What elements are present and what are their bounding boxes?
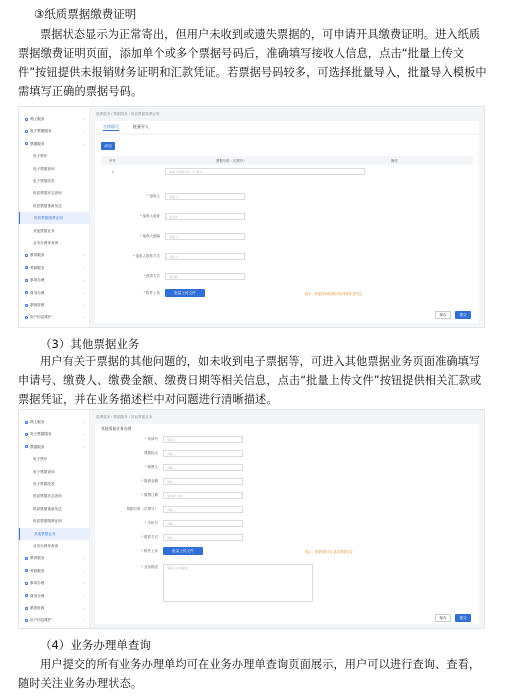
breadcrumb: 缴费服务 / 票据服务 / 其他票据业务 [96, 415, 153, 419]
chevron-down-icon: ⌄ [82, 606, 85, 610]
row-index: 1 [112, 170, 114, 174]
field-label: * 缴费人 [145, 465, 158, 469]
sidebar-item-label: 电子票据服务 [30, 129, 52, 134]
sidebar-item[interactable] [19, 552, 90, 564]
sidebar-item-label: 电子票补 [33, 154, 48, 159]
field-label: 票据抬头 [144, 451, 158, 455]
sidebar-item-label: 网上服务 [30, 420, 45, 424]
field-input[interactable]: 请输入 [163, 464, 243, 471]
sidebar-item[interactable] [19, 237, 90, 249]
section-heading-other-business: （3）其他票据业务 [40, 337, 140, 351]
sidebar-item-label: 系统资源 [30, 606, 45, 610]
menu-icon [25, 254, 28, 257]
ticket-number-input[interactable]: 请输入票据号码（长票号） [165, 168, 365, 175]
sidebar-item[interactable] [19, 466, 90, 478]
field-input[interactable]: 请选择 [165, 213, 245, 220]
menu-icon [25, 291, 28, 294]
sidebar-item[interactable] [19, 113, 90, 125]
main-area [90, 410, 484, 628]
batch-upload-button[interactable]: 批量上传文件 [163, 547, 203, 555]
sidebar-item[interactable] [19, 503, 90, 515]
sidebar-menu [19, 410, 90, 628]
sidebar-item-label: 业务办理单查询 [33, 241, 59, 245]
sidebar-item-label: 系统资源 [30, 303, 45, 307]
submit-button[interactable]: 提交 [455, 311, 471, 319]
field-input[interactable]: 请选择日期 [163, 492, 243, 499]
form-panel [95, 135, 479, 323]
col-index: 序号 [109, 159, 116, 163]
sidebar-item[interactable] [19, 590, 90, 602]
menu-icon [25, 557, 28, 560]
description-textarea[interactable]: 请输入业务描述 [163, 564, 313, 602]
field-label: * 手机号 [145, 521, 158, 525]
upload-note: 提示：需提供未报销财务证明和汇款凭证 [305, 292, 363, 296]
screenshot-other-business [18, 409, 485, 629]
upload-note: 提示：需提供相关汇款或票据凭证 [305, 550, 353, 554]
field-label: 票据号码（长票号） [126, 507, 158, 511]
sidebar-item-label: 事项办理 [30, 278, 45, 283]
field-input[interactable]: 请输入 [165, 253, 245, 260]
save-button[interactable]: 保存 [435, 311, 451, 319]
sidebar-item-label: 电子票据改签 [33, 482, 55, 486]
submit-button[interactable]: 提交 [455, 614, 471, 622]
sidebar-item[interactable] [19, 528, 90, 540]
sidebar-item-label: 电子票据查询 [33, 166, 55, 171]
field-input[interactable]: 请输入 [165, 193, 245, 200]
main-area [90, 107, 484, 327]
sidebar-item[interactable] [19, 125, 90, 137]
sidebar-item[interactable] [19, 212, 90, 224]
sidebar-item-label: 财务办理 [30, 593, 45, 598]
sidebar-item-label: 考研服务 [30, 265, 45, 270]
col-ticket-no: 票据号码（长票号） [216, 159, 247, 163]
sidebar-item[interactable] [19, 428, 90, 440]
sidebar-item[interactable] [19, 311, 90, 323]
sidebar-item[interactable] [19, 138, 90, 150]
chevron-down-icon: ⌄ [82, 315, 85, 320]
sidebar-item[interactable] [19, 416, 90, 428]
menu-icon [25, 569, 28, 572]
chevron-down-icon: ⌄ [82, 618, 85, 623]
sidebar-item-label: 用户信息维护 [30, 315, 52, 320]
field-label: * 接收人联系方式 [133, 254, 160, 258]
sidebar-item-label: 票据服务 [30, 444, 45, 449]
chevron-down-icon: ⌄ [82, 253, 85, 258]
section-heading-order-query: （4）业务办理单查询 [40, 638, 151, 652]
field-input[interactable]: 请输入 [163, 436, 243, 443]
chevron-down-icon: ⌄ [82, 420, 85, 424]
menu-icon [25, 304, 28, 307]
menu-icon [25, 594, 28, 597]
sidebar-item-label: 事项办理 [30, 581, 45, 586]
chevron-down-icon: ⌄ [82, 593, 85, 598]
sidebar-item[interactable] [19, 490, 90, 502]
chevron-down-icon: ⌄ [82, 278, 85, 283]
sidebar-item[interactable] [19, 163, 90, 175]
table-header [101, 156, 473, 165]
sidebar-item[interactable] [19, 565, 90, 577]
sidebar-item-label: 财务办理 [30, 290, 45, 295]
sidebar-item-label: 纸质票据状态查询 [33, 191, 62, 196]
chevron-down-icon: ⌄ [82, 568, 85, 573]
chevron-down-icon: ⌄ [82, 265, 85, 270]
chevron-down-icon: ⌄ [82, 141, 85, 146]
sidebar-item-label: 电子票据查询 [33, 469, 55, 474]
screenshot-paper-proof [18, 106, 485, 328]
field-input[interactable]: 请输入 [163, 478, 243, 485]
sidebar-item[interactable] [19, 287, 90, 299]
field-label: * 缴费日期 [141, 493, 158, 497]
chevron-down-icon: ⌄ [82, 556, 85, 561]
field-input[interactable]: 请选择 [165, 273, 245, 280]
chevron-down-icon: ⌄ [82, 117, 85, 121]
field-input[interactable]: 请输入 [163, 520, 243, 527]
sidebar-item-label: 电子票据服务 [30, 432, 52, 437]
sidebar-item[interactable] [19, 453, 90, 465]
sidebar-item[interactable] [19, 540, 90, 552]
field-input[interactable]: 请输入 [163, 450, 243, 457]
sidebar-item[interactable] [19, 225, 90, 237]
sidebar-item[interactable] [19, 602, 90, 614]
sidebar-item-label: 教育服务 [30, 253, 45, 258]
menu-icon [25, 582, 28, 585]
sidebar-item-label: 电子票据改签 [33, 179, 55, 183]
sidebar-item-label: 业务办理单查询 [33, 544, 59, 548]
field-label: * 接收人邮编 [140, 234, 160, 238]
save-button[interactable]: 保存 [435, 614, 451, 622]
sidebar-item-label: 票据服务 [30, 141, 45, 146]
upload-label: * 附件上传 [143, 291, 160, 295]
sidebar-item-label: 用户信息维护 [30, 618, 52, 623]
sidebar-item[interactable] [19, 577, 90, 589]
menu-icon [25, 118, 28, 121]
sidebar-item[interactable] [19, 200, 90, 212]
sidebar-item[interactable] [19, 175, 90, 187]
sidebar-item-label: 纸质票据重新发送 [33, 506, 62, 511]
chevron-down-icon: ⌄ [82, 303, 85, 307]
field-label: * 接收人地址 [140, 214, 160, 218]
section-paragraph-paper-proof: 票据状态显示为正常寄出，但用户未收到或遗失票据的，可申请开具缴费证明。进入纸质票据缴费证明页面，添加单个或多个票据号码后，准确填写接收人信息，点击“批量上传文件”按钮提供未报销财务证明和汇款凭证。若票据号码较多，可选择批量导入，批量导入模板中需填写正确的票据号码。 [18, 28, 487, 98]
menu-icon [25, 279, 28, 282]
sidebar-item[interactable] [19, 274, 90, 286]
menu-icon [25, 445, 28, 448]
menu-icon [25, 607, 28, 610]
menu-icon [25, 130, 28, 133]
field-label: * 缴费金额 [141, 479, 158, 483]
sidebar-item[interactable] [19, 478, 90, 490]
sidebar-item[interactable] [19, 299, 90, 311]
sidebar-item[interactable] [19, 249, 90, 261]
section-heading-paper-proof: ③纸质票据缴费证明 [34, 7, 137, 21]
chevron-down-icon: ⌄ [82, 129, 85, 134]
add-button[interactable]: 添加 [101, 142, 115, 150]
sidebar-item-label: 教育服务 [30, 556, 45, 561]
tab-import[interactable]: 批量导入 [133, 124, 149, 129]
section-paragraph-other-business: 用户有关于票据的其他问题的，如未收到电子票据等，可进入其他票据业务页面准确填写申请号、缴费人、缴费金额、缴费日期等相关信息，点击“批量上传文件”按钮提供相关汇款或票据凭证，并在业务描述栏中对问题进行清晰描述。 [18, 355, 482, 406]
col-action: 操作 [391, 159, 398, 163]
sidebar-item-label: 纸质票据状态查询 [33, 494, 62, 499]
section-paragraph-order-query: 用户提交的所有业务办理单均可在业务办理单查询页面展示，用户可以进行查询、查看，随时关注业务办理状态。 [18, 658, 481, 690]
form-panel [95, 424, 479, 624]
sidebar-item[interactable] [19, 150, 90, 162]
form-title: 其他票据业务办理 [101, 427, 132, 431]
menu-icon [25, 266, 28, 269]
sidebar-item[interactable] [19, 187, 90, 199]
field-label: * 联系方式 [141, 535, 158, 539]
field-input[interactable]: 请输入 [165, 233, 245, 240]
tab-bar [95, 121, 479, 133]
sidebar-item-label: 其他票据业务 [34, 531, 56, 536]
sidebar-item[interactable] [19, 614, 90, 626]
sidebar-item[interactable] [19, 262, 90, 274]
sidebar-item-label: 纸质票据重新发送 [33, 203, 62, 208]
field-input[interactable]: 请输入 [163, 506, 243, 513]
field-label: * 接收人 [147, 194, 160, 198]
chevron-down-icon: ⌄ [82, 432, 85, 437]
sidebar-item-label: 网上服务 [30, 117, 45, 121]
description-label: * 业务描述 [141, 565, 158, 569]
sidebar-item-label: 电子票补 [33, 457, 48, 462]
chevron-down-icon: ⌄ [82, 444, 85, 449]
sidebar-item[interactable] [19, 515, 90, 527]
sidebar-item-label: 考研服务 [30, 568, 45, 573]
batch-upload-button[interactable]: 批量上传文件 [165, 289, 205, 297]
field-label: * 申请号 [145, 437, 158, 441]
menu-icon [25, 142, 28, 145]
chevron-down-icon: ⌄ [82, 581, 85, 586]
menu-icon [25, 316, 28, 319]
breadcrumb: 缴费服务 / 票据服务 / 纸质票据缴费证明 [96, 112, 160, 116]
sidebar-item-label: 纸质票据缴费证明 [33, 519, 62, 524]
sidebar-item-label: 纸质票据缴费证明 [34, 216, 63, 221]
field-label: * 邮寄方式 [143, 274, 160, 278]
menu-icon [25, 433, 28, 436]
field-input[interactable]: 请输入 [163, 534, 243, 541]
upload-label: * 附件上传 [141, 549, 158, 553]
tab-online[interactable]: 在线填写 [103, 124, 119, 129]
sidebar-item[interactable] [19, 441, 90, 453]
sidebar-menu [19, 107, 90, 327]
menu-icon [25, 619, 28, 622]
menu-icon [25, 421, 28, 424]
chevron-down-icon: ⌄ [82, 290, 85, 295]
sidebar-item-label: 其他票据业务 [33, 228, 55, 233]
